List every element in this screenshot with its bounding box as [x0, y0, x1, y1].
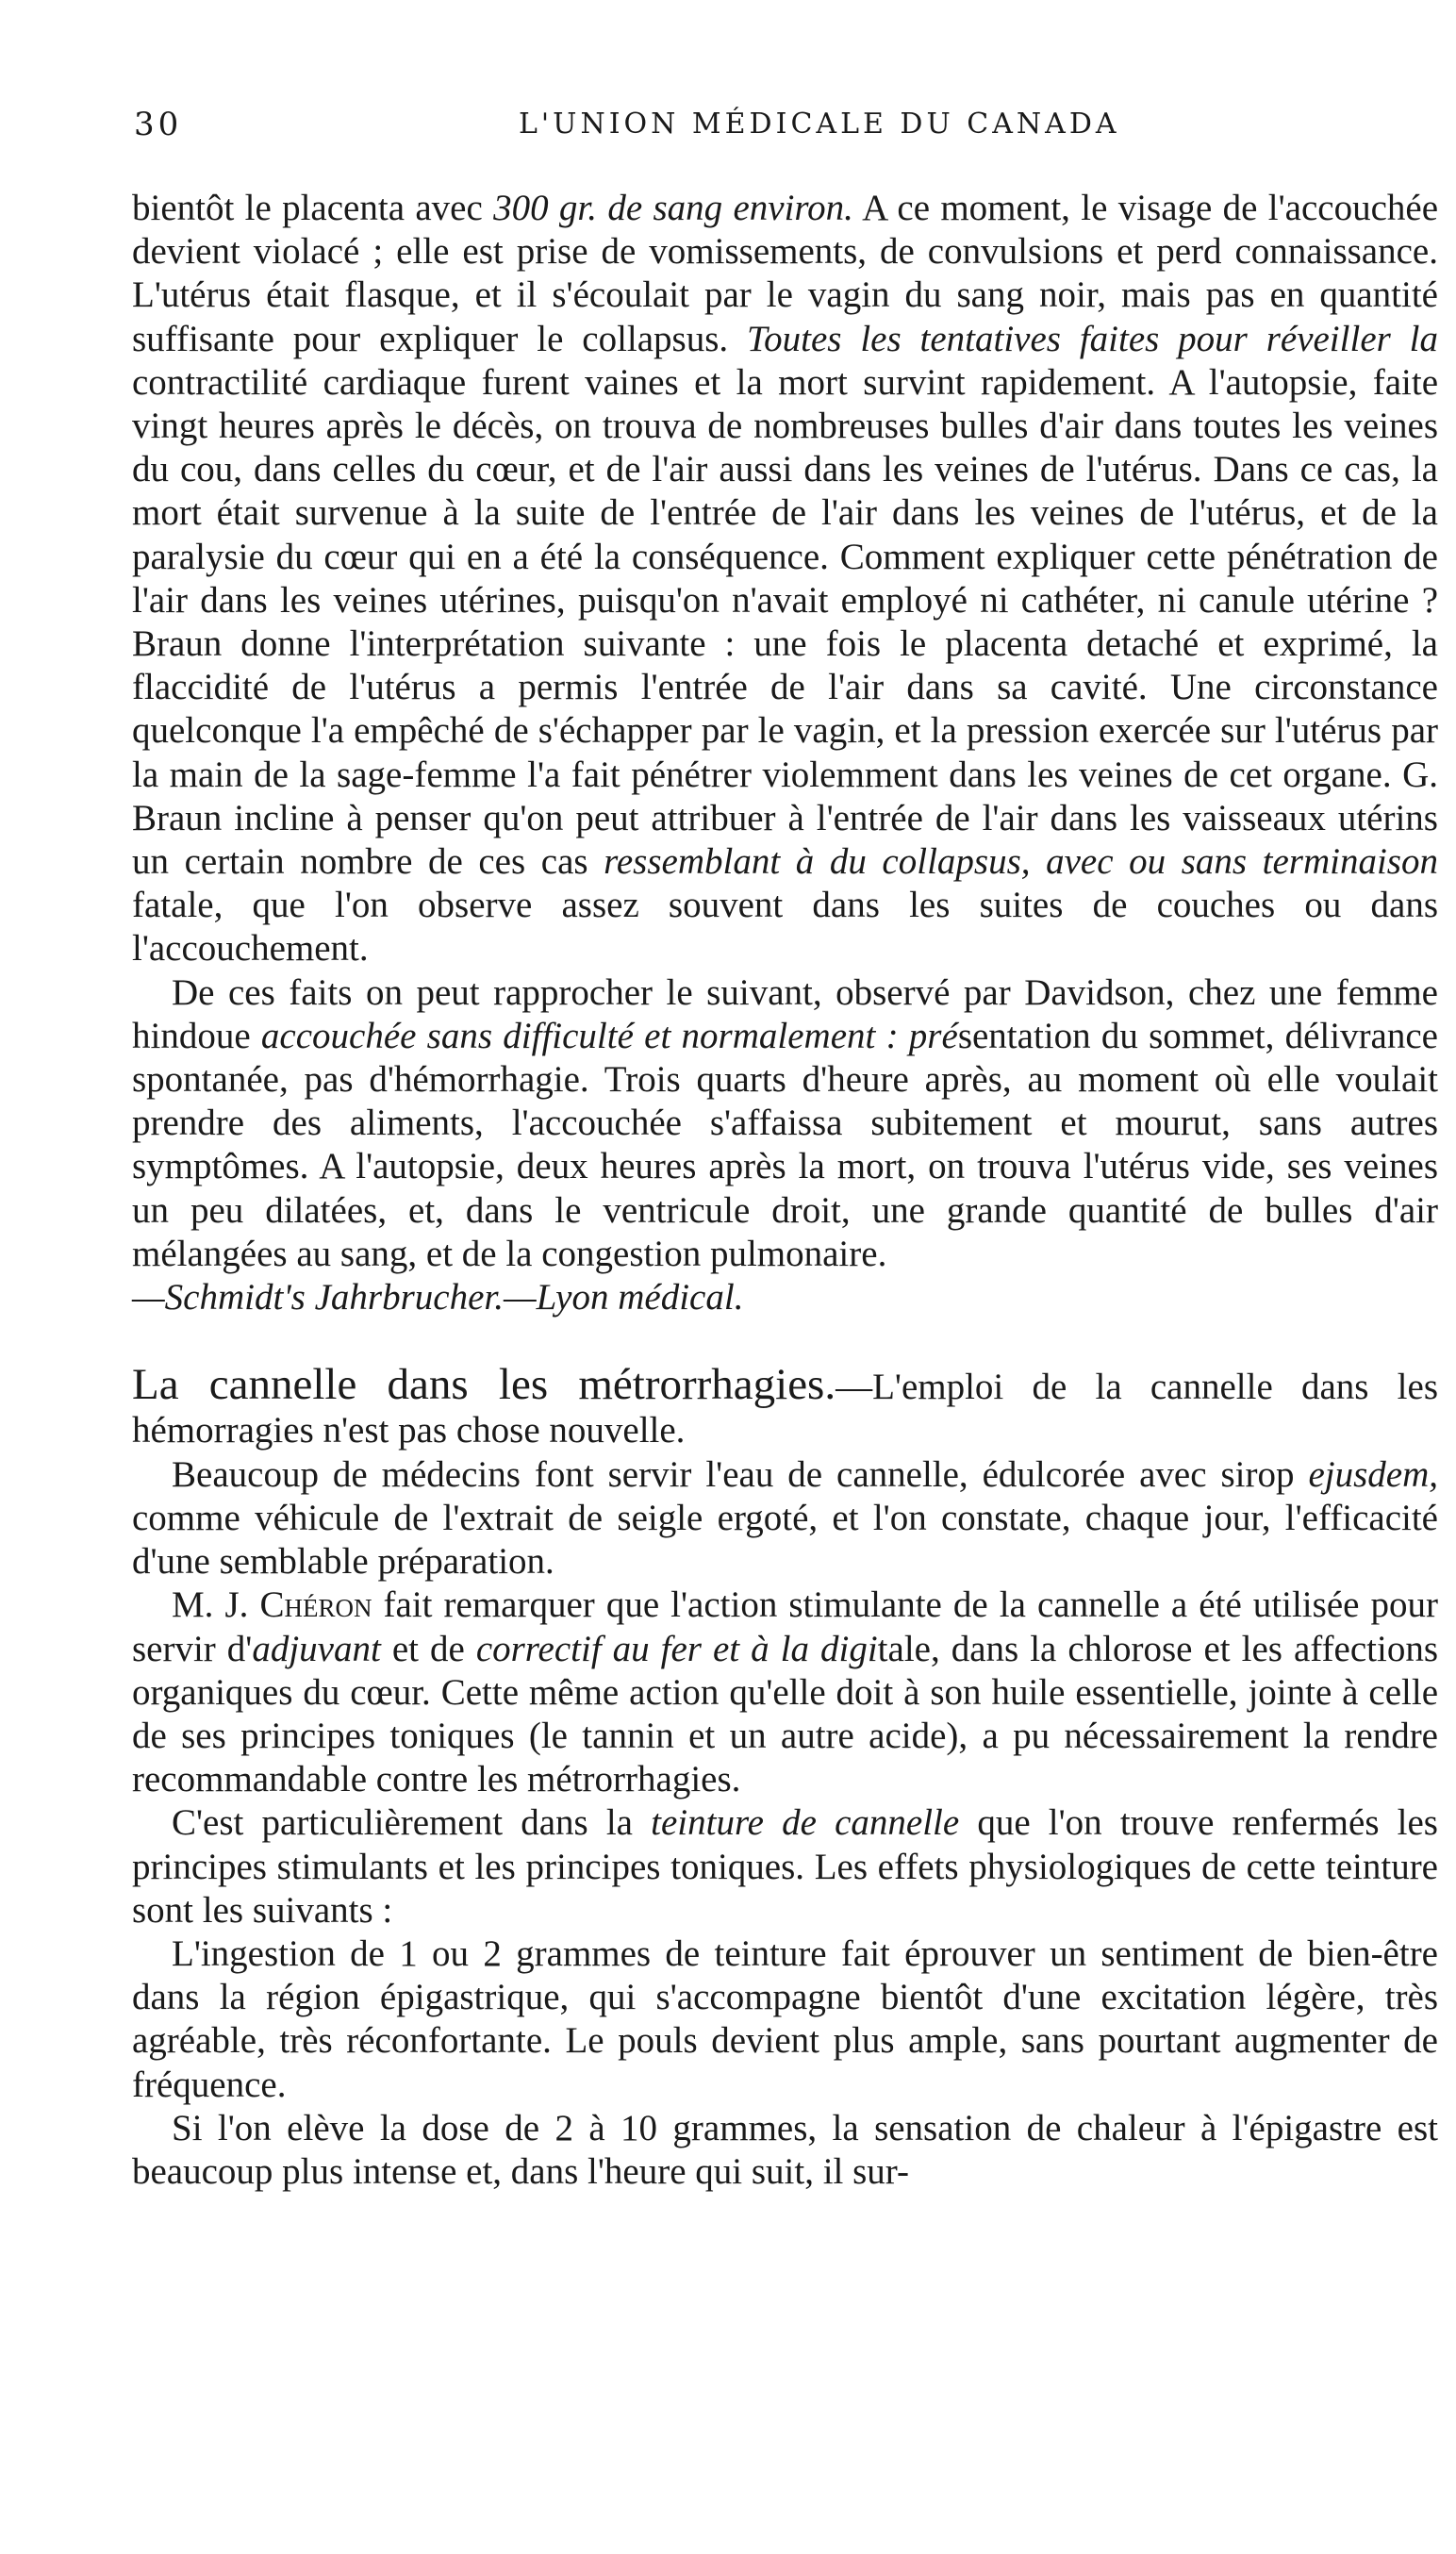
text-run: De ces faits on peut rapprocher le suivant, observé par Davidson, chez une femme hindoue — [132, 971, 1438, 1056]
article2-paragraph-2 — [132, 1453, 1438, 1584]
text-run: bientôt le placenta avec — [132, 188, 494, 228]
article2-paragraph-4 — [132, 1801, 1438, 1932]
text-run: et de — [380, 1628, 476, 1669]
italic-run: accouchée sans difficulté et normalement : pré — [260, 1015, 958, 1056]
italic-run: 300 gr. de sang environ. — [493, 188, 853, 228]
text-run: contractilité cardiaque furent vaines et la mort survint rapidement. A l'autopsie, faite vingt heures après le décès, on trouva de nombreuses bulles d'air dans toutes les veines du cou, dans celles du cœur, et de l'air aussi dans les veines de l'utérus. Dans ce cas, la mort était survenue à la suite de l'entrée de l'air dans les veines de l'utérus, et de la paralysie du cœur qui en a été la conséquence. Comment expliquer cette pénétration de l'air dans les veines utérines, puisqu'on n'avait employé ni cathéter, ni canule utérine ? Braun donne l'interprétation suivante : une fois le placenta detaché et exprimé, la flaccidité de l'utérus a permis l'entrée de l'air dans sa cavité. Une circonstance quelconque l'a empêché de s'échapper par le vagin, et la pression exercée sur l'utérus par la main de la sage-femme l'a fait pénétrer violemment dans les veines de cet organe. G. Braun incline à penser qu'on peut attribuer à l'entrée de l'air dans les vaisseaux utérins un certain nombre de ces cas — [132, 361, 1438, 883]
text-run: fait remarquer que l'action stimulante de la cannelle a été utilisée pour servir d' — [132, 1584, 1438, 1669]
text-run: que l'on trouve renfermés les principes stimulants et les principes toniques. Les effets physiologiques de cette teinture sont les suivants : — [132, 1802, 1438, 1931]
text-run: comme véhicule de l'extrait de seigle ergoté, et l'on constate, chaque jour, l'efficacité d'une semblable préparation. — [132, 1497, 1438, 1583]
journal-page — [123, 0, 1443, 2554]
italic-run: correctif au fer et à la digi — [475, 1628, 878, 1669]
text-run: —L'emploi de la cannelle dans les hémorragies n'est pas chose nouvelle. — [132, 1367, 1438, 1451]
italic-run: Toutes les tentatives faites pour réveiller la — [747, 318, 1438, 359]
body-text — [132, 187, 1438, 2194]
article1-paragraph-1 — [132, 187, 1438, 971]
text-run: C'est particulièrement dans la — [172, 1802, 652, 1844]
author-name: M. J. Chéron — [172, 1584, 372, 1626]
italic-run: teinture de cannelle — [651, 1802, 960, 1844]
article2-paragraph-5: L'ingestion de 1 ou 2 grammes de teinture fait éprouver un sentiment de bien-être dans la région épigastrique, qui s'accompagne bientôt d'une excitation légère, très agréable, très réconfortante. Le pouls devient plus ample, sans pourtant augmenter de fréquence. — [132, 1932, 1438, 2105]
running-head — [123, 106, 1443, 143]
article2-paragraph-6: Si l'on elève la dose de 2 à 10 grammes, la sensation de chaleur à l'épigastre est beaucoup plus intense et, dans l'heure qui suit, il sur- — [132, 2107, 1438, 2192]
italic-run: ejusdem, — [1308, 1453, 1438, 1495]
page-number: 30 — [134, 106, 183, 143]
text-run: Beaucoup de médecins font servir l'eau de cannelle, édulcorée avec sirop — [172, 1453, 1309, 1495]
text-run: fatale, que l'on observe assez souvent dans les suites de couches ou dans l'accouchement. — [132, 885, 1438, 970]
text-run: A ce moment, le visage de l'accouchée devient violacé ; elle est prise de vomissements, de convulsions et perd connaissance. L'utérus était flasque, et il s'écoulait par le vagin du sang noir, mais pas en quantité suffisante pour expliquer le collapsus. — [132, 188, 1439, 359]
text-run: sentation du sommet, délivrance spontanée, pas d'hémorrhagie. Trois quarts d'heure après, au moment où elle voulait prendre des aliments, l'accouchée s'affaissa subitement et mourut, sans autres symptômes. A l'autopsie, deux heures après la mort, on trouva l'utérus vide, ses veines un peu dilatées, et, dans le ventricule droit, une grande quantité de bulles d'air mélangées au sang, et de la congestion pulmonaire. — [132, 1015, 1438, 1274]
article2-paragraph-1 — [132, 1360, 1438, 1452]
journal-title: L'UNION MÉDICALE DU CANADA — [519, 108, 1120, 141]
article2-paragraph-3 — [132, 1584, 1438, 1801]
italic-run: adjuvant — [252, 1628, 381, 1669]
section-title: La cannelle dans les métrorrhagies. — [132, 1360, 836, 1410]
source-citation: —Schmidt's Jahrbrucher.—Lyon médical. — [132, 1277, 744, 1318]
article1-paragraph-2 — [132, 971, 1438, 1320]
italic-run: ressemblant à du collapsus, avec ou sans terminaison — [604, 841, 1438, 883]
text-run: tale, dans la chlorose et les affections organiques du cœur. Cette même action qu'elle doit à son huile essentielle, jointe à celle de ses principes toniques (le tannin et un autre acide), a pu nécessairement la rendre recommandable contre les métrorrhagies. — [132, 1628, 1439, 1800]
